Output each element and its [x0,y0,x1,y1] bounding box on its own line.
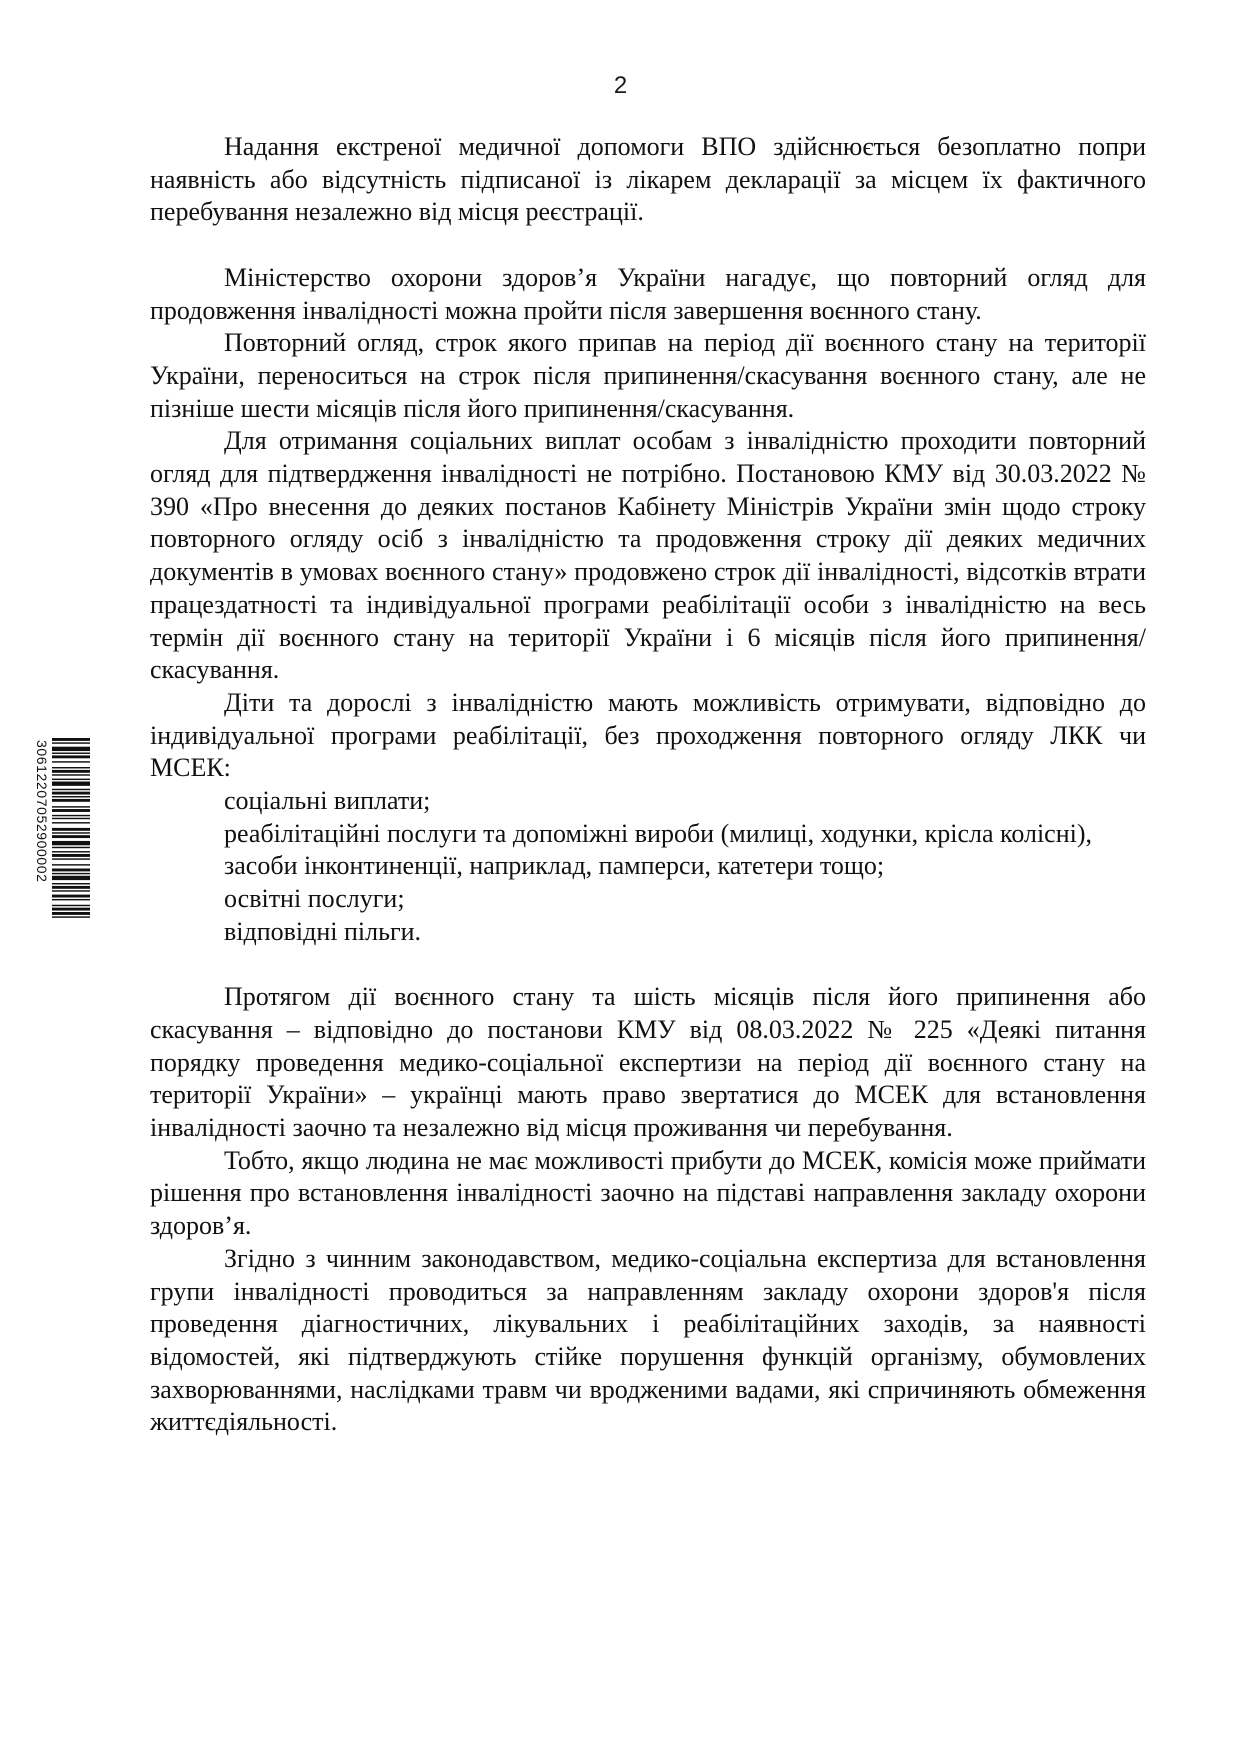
barcode-bar [52,796,90,797]
barcode-bar [52,847,90,848]
barcode-bar [52,890,90,891]
barcode-bar [52,886,90,889]
barcode-bar [52,854,90,857]
barcode-bar [52,908,90,911]
list-item-incontinence: засоби інконтиненції, наприклад, памперси, катетери тощо; [224,851,885,881]
barcode-bar [52,916,90,917]
paragraph-children-adults: Діти та дорослі з інвалідністю мають можливість отримувати, відповідно до індивідуальної програми реабілітації, без проходження повторного огляду ЛКК чи МСЕК: [150,687,1146,783]
paragraph-remote-msek: Протягом дії воєнного стану та шість місяців після його припинення або скасування – відповідно до постанови КМУ від 08.03.2022 № 225 «Деякі питання порядку проведення медико-соціальної експертизи на період дії воєнного стану на території України» – українці мають право звертатися до МСЕК для встановлення інвалідності заочно та незалежно від місця проживання чи перебування. [150,982,1146,1143]
barcode-bar [52,876,90,880]
barcode-bar [52,841,90,845]
paragraph-legislation: Згідно з чинним законодавством, медико-соціальна експертиза для встановлення групи інвалідності проводиться за направленням закладу охорони здоров'я після проведення діагностичних, лікувальних і реабілітаційних заходів, за наявності відомостей, які підтверджують стійке порушення функцій організму, обумовлених захворюваннями, наслідками травм чи вродженими вадами, які спричиняють обмеження життєдіяльності. [150,1243,1146,1437]
barcode-bar [52,806,90,807]
paragraph-emergency-care: Надання екстреної медичної допомоги ВПО здійснюється безоплатно попри наявність або відсутність підписаної із лікарем декларації за місцем їх фактичного перебування незалежно від місця реєстрації. [150,132,1146,227]
barcode-bar [52,774,90,775]
barcode-number-text: 30612207052900002 [34,740,50,883]
list-item-social-payments: соціальні виплати; [224,786,431,816]
barcode-bar [52,738,90,741]
barcode-bar [52,883,90,884]
barcode-bar [52,899,90,900]
barcode-bar [52,822,90,823]
barcode-bar [52,864,90,865]
barcode-bar [52,779,90,780]
barcode-bar [52,895,90,898]
barcode-bar [52,815,90,816]
barcode-bar [52,747,90,751]
paragraph-remote-decision: Тобто, якщо людина не має можливості прибути до МСЕК, комісія може приймати рішення про встановлення інвалідності заочно на підставі направлення закладу охорони здоров’я. [150,1145,1146,1241]
barcode-number [30,740,54,978]
barcode-bar [52,818,90,819]
barcode-bar [52,835,90,838]
barcode-bar [52,905,90,906]
barcode-bar [52,869,90,872]
barcode-bar [52,792,90,795]
barcode-bar [52,858,90,859]
barcode-bar [52,767,90,768]
barcode-bar [52,782,90,786]
barcode-bar [52,755,90,758]
barcode [52,738,90,978]
paragraph-moh-reminder: Міністерство охорони здоров’я України нагадує, що повторний огляд для продовження інвалідності можна пройти після завершення воєнного стану. [150,262,1146,325]
page-number: 2 [613,72,628,99]
barcode-bar [52,761,90,762]
barcode-bar [52,832,90,833]
paragraph-reexamination-postponed: Повторний огляд, строк якого припав на період дії воєнного стану на території України, переноситься на строк після припинення/скасування воєнного стану, але не пізніше шести місяців після його припинення/скасування. [150,328,1146,423]
list-item-education: освітні послуги; [224,884,405,914]
barcode-bar [52,912,90,915]
barcode-bar [52,742,90,743]
list-item-benefits: відповідні пільги. [224,916,422,946]
paragraph-social-payments: Для отримання соціальних виплат особам з інвалідністю проходити повторний огляд для підтвердження інвалідності не потрібно. Постановою КМУ від 30.03.2022 № 390 «Про внесення до деяких постанов Кабінету Міністрів України змін щодо строку повторного огляду осіб з інвалідністю та продовження строку дії деяких медичних документів в умовах воєнного стану» продовжено строк дії інвалідності, відсотків втрати працездатності та індивідуальної програми реабілітації особи з інвалідністю на весь термін дії воєнного стану на території України і 6 місяців після його припинення/скасування. [150,426,1146,685]
barcode-bar [52,809,90,812]
barcode-bar [52,851,90,852]
barcode-bar [52,799,90,802]
barcode-bar [52,789,90,790]
barcode-bar [52,828,90,831]
barcode-bar [52,873,90,874]
list-item-rehab-services: реабілітаційні послуги та допоміжні вироби (милиці, ходунки, крісла колісні), [224,818,1093,848]
document-body [150,131,1146,1439]
barcode-bar [52,753,90,754]
barcode-bar [52,770,90,773]
